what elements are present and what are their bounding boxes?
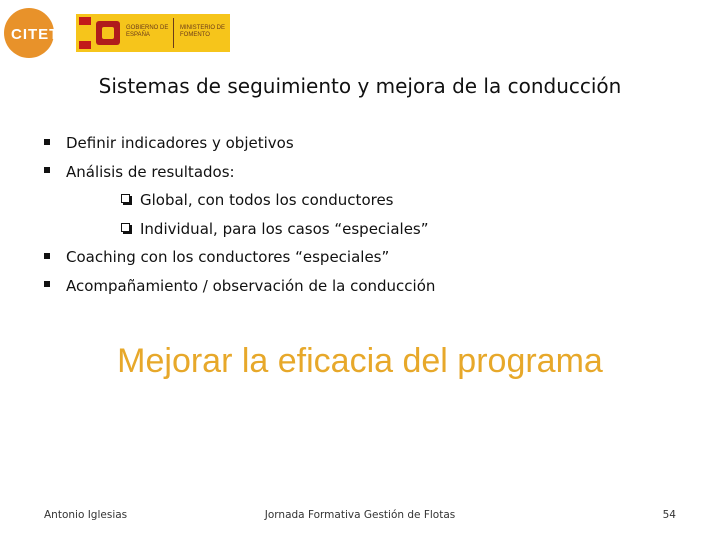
spain-flag-icon [79, 17, 91, 49]
bullet-text: Coaching con los conductores “especiales” [66, 248, 390, 266]
square-bullet-icon [44, 253, 50, 259]
bullet-text: Individual, para los casos “especiales” [140, 219, 429, 238]
footer-event: Jornada Formativa Gestión de Flotas [264, 509, 456, 521]
gov-logo-text-left: GOBIERNO DE ESPAÑA [126, 25, 169, 38]
square-bullet-icon [44, 167, 50, 173]
sub-list-item [44, 188, 435, 217]
bullet-text: Definir indicadores y objetivos [66, 134, 294, 152]
bullet-list [44, 131, 435, 302]
sub-list-item [44, 217, 435, 246]
bullet-text: Análisis de resultados: [66, 162, 235, 181]
square-bullet-icon [44, 139, 50, 145]
footer-author: Antonio Iglesias [44, 509, 128, 521]
citet-logo [4, 8, 60, 58]
checkbox-bullet-icon [121, 194, 130, 203]
gov-logo-divider [173, 18, 174, 48]
bullet-text: Global, con todos los conductores [140, 191, 394, 209]
list-item [44, 131, 435, 160]
list-item [44, 245, 435, 274]
coat-of-arms-icon [96, 21, 120, 45]
list-item [44, 160, 435, 189]
bullet-text: Acompañamiento / observación de la conducción [66, 276, 436, 295]
square-bullet-icon [44, 281, 50, 287]
highlight-statement: Mejorar la eficacia del programa [117, 342, 603, 380]
citet-logo-text: CITET [11, 26, 60, 43]
government-logo [76, 14, 230, 52]
checkbox-bullet-icon [121, 223, 130, 232]
gov-logo-text-right: MINISTERIO DE FOMENTO [180, 25, 226, 38]
list-item [44, 274, 435, 303]
slide-title: Sistemas de seguimiento y mejora de la conducción [98, 74, 622, 98]
page-number: 54 [662, 509, 676, 521]
